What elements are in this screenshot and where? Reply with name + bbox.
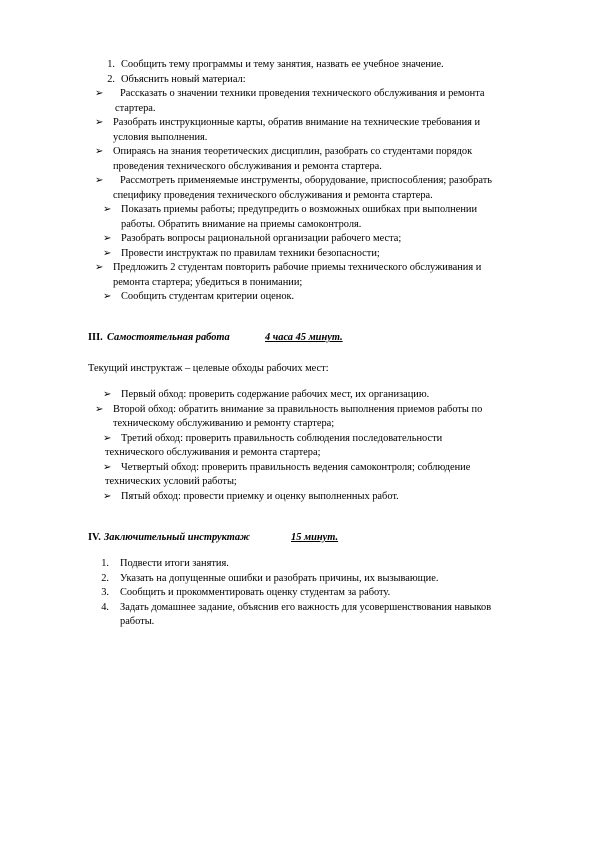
arrow-bullet-icon: ➢ <box>103 291 112 302</box>
list-item-line: Второй обход: обратить внимание за правильность выполнения приемов работы по <box>113 403 483 415</box>
list-number: 2. <box>101 572 109 584</box>
section-title: Самостоятельная работа <box>107 332 230 343</box>
arrow-bullet-icon: ➢ <box>95 88 104 99</box>
arrow-bullet-icon: ➢ <box>103 432 112 444</box>
list-item-line: технического обслуживания и ремонта стартера; <box>105 447 321 458</box>
list-item <box>0 58 595 73</box>
list-number: 1. <box>101 558 109 569</box>
list-item-line: условия выполнения. <box>113 131 208 143</box>
list-item-line: Задать домашнее задание, объяснив его важность для усовершенствования навыков <box>120 601 492 613</box>
list-item <box>0 388 595 403</box>
list-number: 3. <box>101 587 109 598</box>
list-item-line: Разобрать инструкционные карты, обратив внимание на технические требования и <box>113 117 481 128</box>
arrow-bullet-icon: ➢ <box>95 175 104 186</box>
list-item-line: Рассказать о значении техники проведения технического обслуживания и ремонта <box>120 88 485 99</box>
arrow-bullet-icon: ➢ <box>95 262 104 273</box>
list-number: 4. <box>101 601 109 613</box>
list-item-line: ремонта стартера; убедиться в понимании; <box>113 276 303 288</box>
list-item <box>0 572 595 587</box>
list-item-line: работы. Обратить внимание на приемы самоконтроля. <box>121 218 362 230</box>
list-item <box>0 247 595 262</box>
bullet-list-rounds <box>0 388 595 504</box>
list-item <box>0 586 595 601</box>
list-item <box>0 145 595 174</box>
list-item-line: Первый обход: проверить содержание рабочих мест, их организацию. <box>121 389 430 400</box>
list-number: 2. <box>107 73 115 85</box>
section-title: Заключительный инструктаж <box>104 532 250 543</box>
list-item <box>0 461 595 490</box>
list-number: 1. <box>107 59 115 70</box>
list-item-line: Провести инструктаж по правилам техники безопасности; <box>121 247 380 259</box>
list-item-line: Сообщить студентам критерии оценок. <box>121 291 295 302</box>
list-item-line: Сообщить и прокомментировать оценку студентам за работу. <box>120 587 391 598</box>
list-item <box>0 232 595 247</box>
list-item-line: Четвертый обход: проверить правильность ведения самоконтроля; соблюдение <box>121 461 471 473</box>
list-item-line: специфику проведения технического обслуживания и ремонта стартера. <box>113 189 433 201</box>
list-item <box>0 116 595 145</box>
list-item-text: Объяснить новый материал: <box>121 73 246 85</box>
list-item-line: работы. <box>120 616 155 627</box>
list-item-line: технических условий работы; <box>105 476 237 487</box>
list-item <box>0 203 595 232</box>
numbered-list-intro <box>0 58 595 87</box>
arrow-bullet-icon: ➢ <box>103 389 112 400</box>
list-item-line: Опираясь на знания теоретических дисциплин, разобрать со студентами порядок <box>113 146 473 157</box>
section-numeral: IV. <box>88 532 101 543</box>
list-item <box>0 290 595 305</box>
section-duration: 15 минут. <box>291 532 339 543</box>
list-item-line: техническому обслуживанию и ремонту стартера; <box>113 418 335 429</box>
list-item-line: проведения технического обслуживания и ремонта стартера. <box>113 160 382 172</box>
arrow-bullet-icon: ➢ <box>103 461 112 473</box>
arrow-bullet-icon: ➢ <box>103 233 112 244</box>
list-item-line: Показать приемы работы; предупредить о возможных ошибках при выполнении <box>121 204 478 215</box>
arrow-bullet-icon: ➢ <box>95 117 104 128</box>
list-item-line: Третий обход: проверить правильность соблюдения последовательности <box>121 432 443 444</box>
arrow-bullet-icon: ➢ <box>103 204 112 215</box>
numbered-list-final <box>0 557 595 630</box>
list-item <box>0 601 595 630</box>
list-item-line: Разобрать вопросы рациональной организации рабочего места; <box>121 233 402 244</box>
arrow-bullet-icon: ➢ <box>95 403 104 415</box>
list-item <box>0 174 595 203</box>
list-item <box>0 403 595 432</box>
list-item <box>0 87 595 116</box>
arrow-bullet-icon: ➢ <box>95 146 104 157</box>
list-item <box>0 73 595 88</box>
list-item-line: Указать на допущенные ошибки и разобрать причины, их вызывающие. <box>120 572 439 584</box>
arrow-bullet-icon: ➢ <box>103 490 112 502</box>
list-item <box>0 490 595 505</box>
bullet-list-explanation <box>0 87 595 305</box>
arrow-bullet-icon: ➢ <box>103 247 112 259</box>
list-item <box>0 557 595 572</box>
section-numeral: III. <box>88 332 103 343</box>
section-duration: 4 часа 45 минут. <box>265 332 343 343</box>
list-item-line: Предложить 2 студентам повторить рабочие приемы технического обслуживания и <box>113 262 482 273</box>
list-item <box>0 261 595 290</box>
list-item-line: Пятый обход: провести приемку и оценку выполненных работ. <box>121 490 399 502</box>
list-item <box>0 432 595 461</box>
list-item-text: Сообщить тему программы и тему занятия, назвать ее учебное значение. <box>121 59 444 70</box>
list-item-line: Рассмотреть применяемые инструменты, оборудование, приспособления; разобрать <box>120 175 492 186</box>
list-item-line: Подвести итоги занятия. <box>120 558 229 569</box>
list-item-line: стартера. <box>115 102 156 114</box>
paragraph-text: Текущий инструктаж – целевые обходы рабочих мест: <box>88 363 329 374</box>
